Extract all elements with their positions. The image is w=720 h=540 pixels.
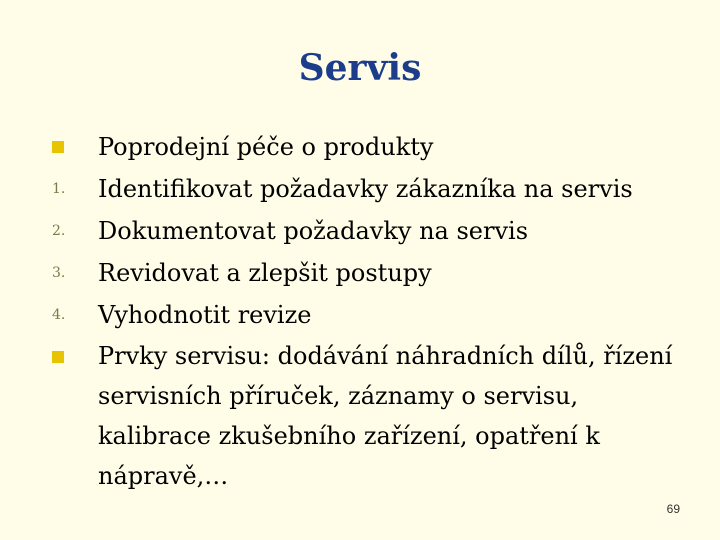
slide-title: Servis [298,47,422,89]
list-number: 2. [52,223,66,239]
list-item [50,126,690,168]
list-item-text: Revidovat a zlepšit postupy [98,259,432,287]
list-item [50,294,690,336]
list-item-text: Poprodejní péče o produkty [98,133,434,161]
list-item-text: Identifikovat požadavky zákazníka na servis [98,175,633,203]
list-item [50,252,690,294]
list-item-text: Prvky servisu: dodávání náhradních dílů, řízení servisních příruček, záznamy o servisu, kalibrace zkušebního zařízení, opatření k nápravě,… [98,342,673,490]
list-item [50,168,690,210]
square-bullet-icon [52,351,64,363]
square-bullet-icon [52,141,64,153]
list-number: 1. [52,181,66,197]
list-number: 3. [52,265,66,281]
list-item-text: Dokumentovat požadavky na servis [98,217,529,245]
list-item-text: Vyhodnotit revize [98,301,312,329]
list-item [50,336,690,496]
list-number: 4. [52,307,66,323]
page-number: 69 [666,502,680,516]
bullet-list [50,126,690,496]
list-item [50,210,690,252]
